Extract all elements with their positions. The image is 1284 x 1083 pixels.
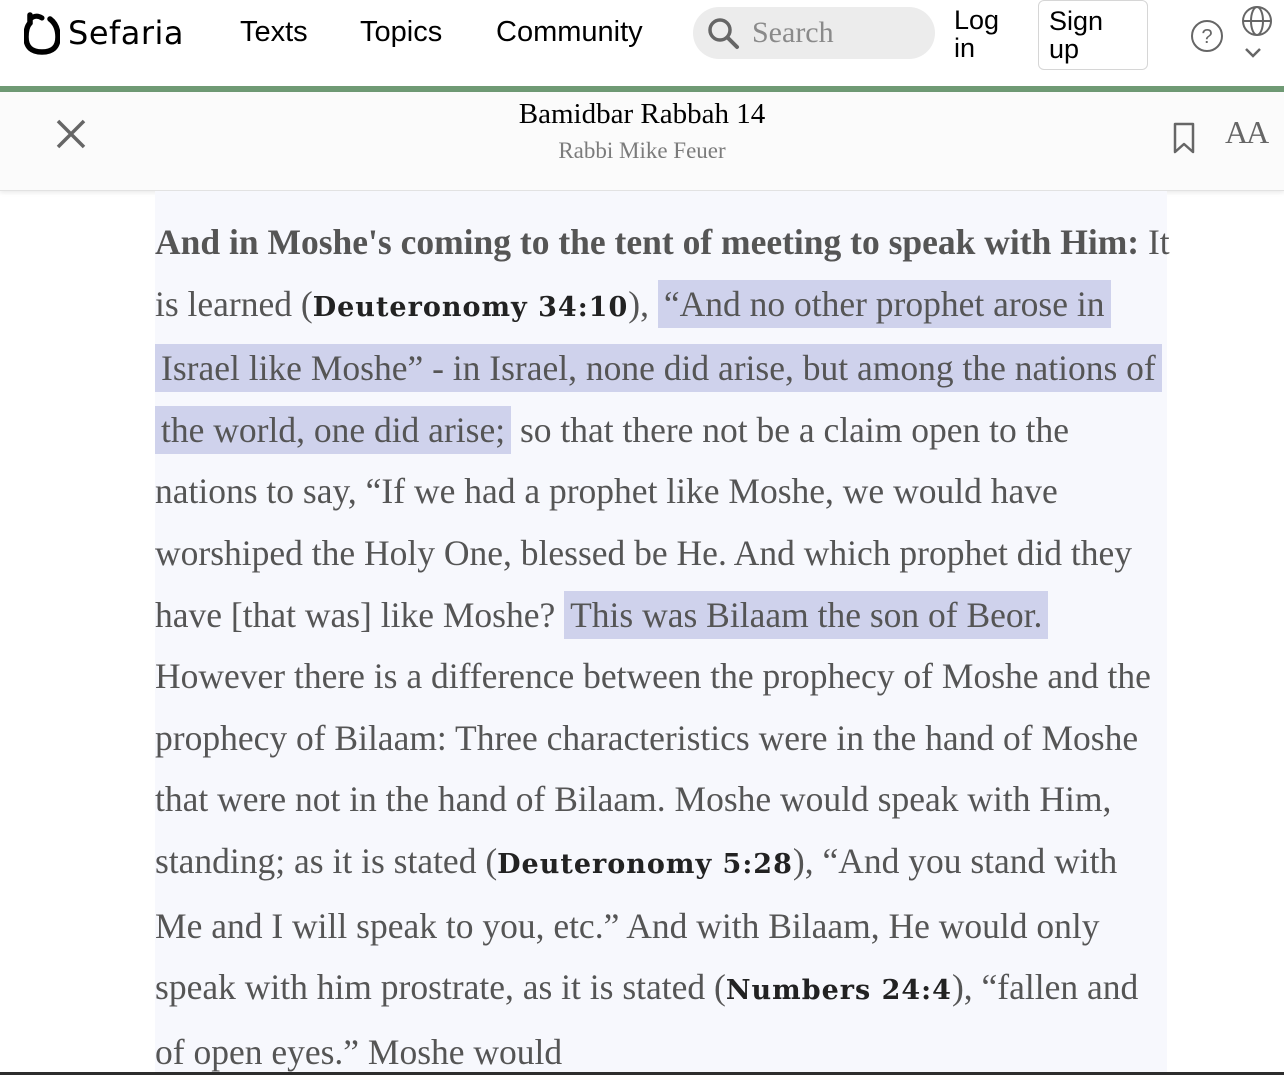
text-run: It is learned ( (155, 222, 1170, 324)
text-run: so that there not be a claim open to the nations to say, “If we had a prophet like Moshe, we would have worshiped the Holy One, blessed be He. And which prophet did they have [that was] like Moshe? (155, 409, 1133, 635)
top-navigation (0, 0, 1284, 86)
svg-text:?: ? (1201, 26, 1213, 48)
text-segment[interactable] (155, 212, 1170, 1083)
help-icon[interactable] (1190, 19, 1224, 53)
chevron-down-icon[interactable] (1244, 46, 1262, 60)
globe-icon[interactable] (1240, 4, 1274, 38)
nav-link-topics[interactable]: Topics (360, 16, 443, 48)
brand-name: Sefaria (68, 14, 185, 52)
text-run: ), “And you stand with Me and I will speak to you, etc.” And with Bilaam, He would only speak with him prostrate, as it is stated ( (155, 840, 1118, 1008)
highlighted-text: “And no other prophet arose in Israel like Moshe” - in Israel, none did arise, but among the nations of the world, one did arise; (155, 280, 1162, 454)
font-size-toggle[interactable]: AA (1225, 114, 1268, 150)
sefaria-logo[interactable] (24, 10, 184, 56)
sefaria-logo-icon (24, 11, 60, 55)
citation-link[interactable]: Numbers 24:4 (725, 975, 952, 1007)
signup-label-line1: Sign (1049, 6, 1104, 36)
signup-label-line2: up (1049, 34, 1080, 64)
nav-link-texts[interactable]: Texts (240, 16, 308, 48)
text-title[interactable]: Bamidbar Rabbah 14 (518, 98, 766, 130)
login-link[interactable] (954, 6, 999, 62)
reader-header (0, 92, 1284, 191)
segment-lead: And in Moshe's coming to the tent of meeting to speak with Him: (155, 222, 1140, 262)
text-author: Rabbi Mike Feuer (558, 138, 726, 163)
text-run: ), (628, 283, 658, 324)
search-icon (706, 16, 740, 50)
citation-link[interactable]: Deuteronomy 5:28 (497, 848, 793, 880)
search-input[interactable] (750, 15, 924, 51)
login-label-line1: Log (954, 5, 1000, 35)
search-box[interactable] (693, 7, 935, 59)
text-run: However there is a difference between the prophecy of Moshe and the prophecy of Bilaam: Three characteristics were in the hand of Moshe that were not in the hand of Bilaam. Moshe would speak with Him, standing; as it is stated ( (155, 656, 1151, 881)
highlighted-text: This was Bilaam the son of Beor. (564, 591, 1048, 639)
nav-link-community[interactable]: Community (496, 16, 643, 48)
text-run: ), “fallen and of open eyes.” Moshe would (155, 967, 1139, 1072)
citation-link[interactable]: Deuteronomy 34:10 (312, 291, 629, 323)
signup-button[interactable] (1038, 0, 1148, 70)
login-label-line2: in (954, 33, 976, 63)
bookmark-icon[interactable] (1173, 122, 1195, 154)
